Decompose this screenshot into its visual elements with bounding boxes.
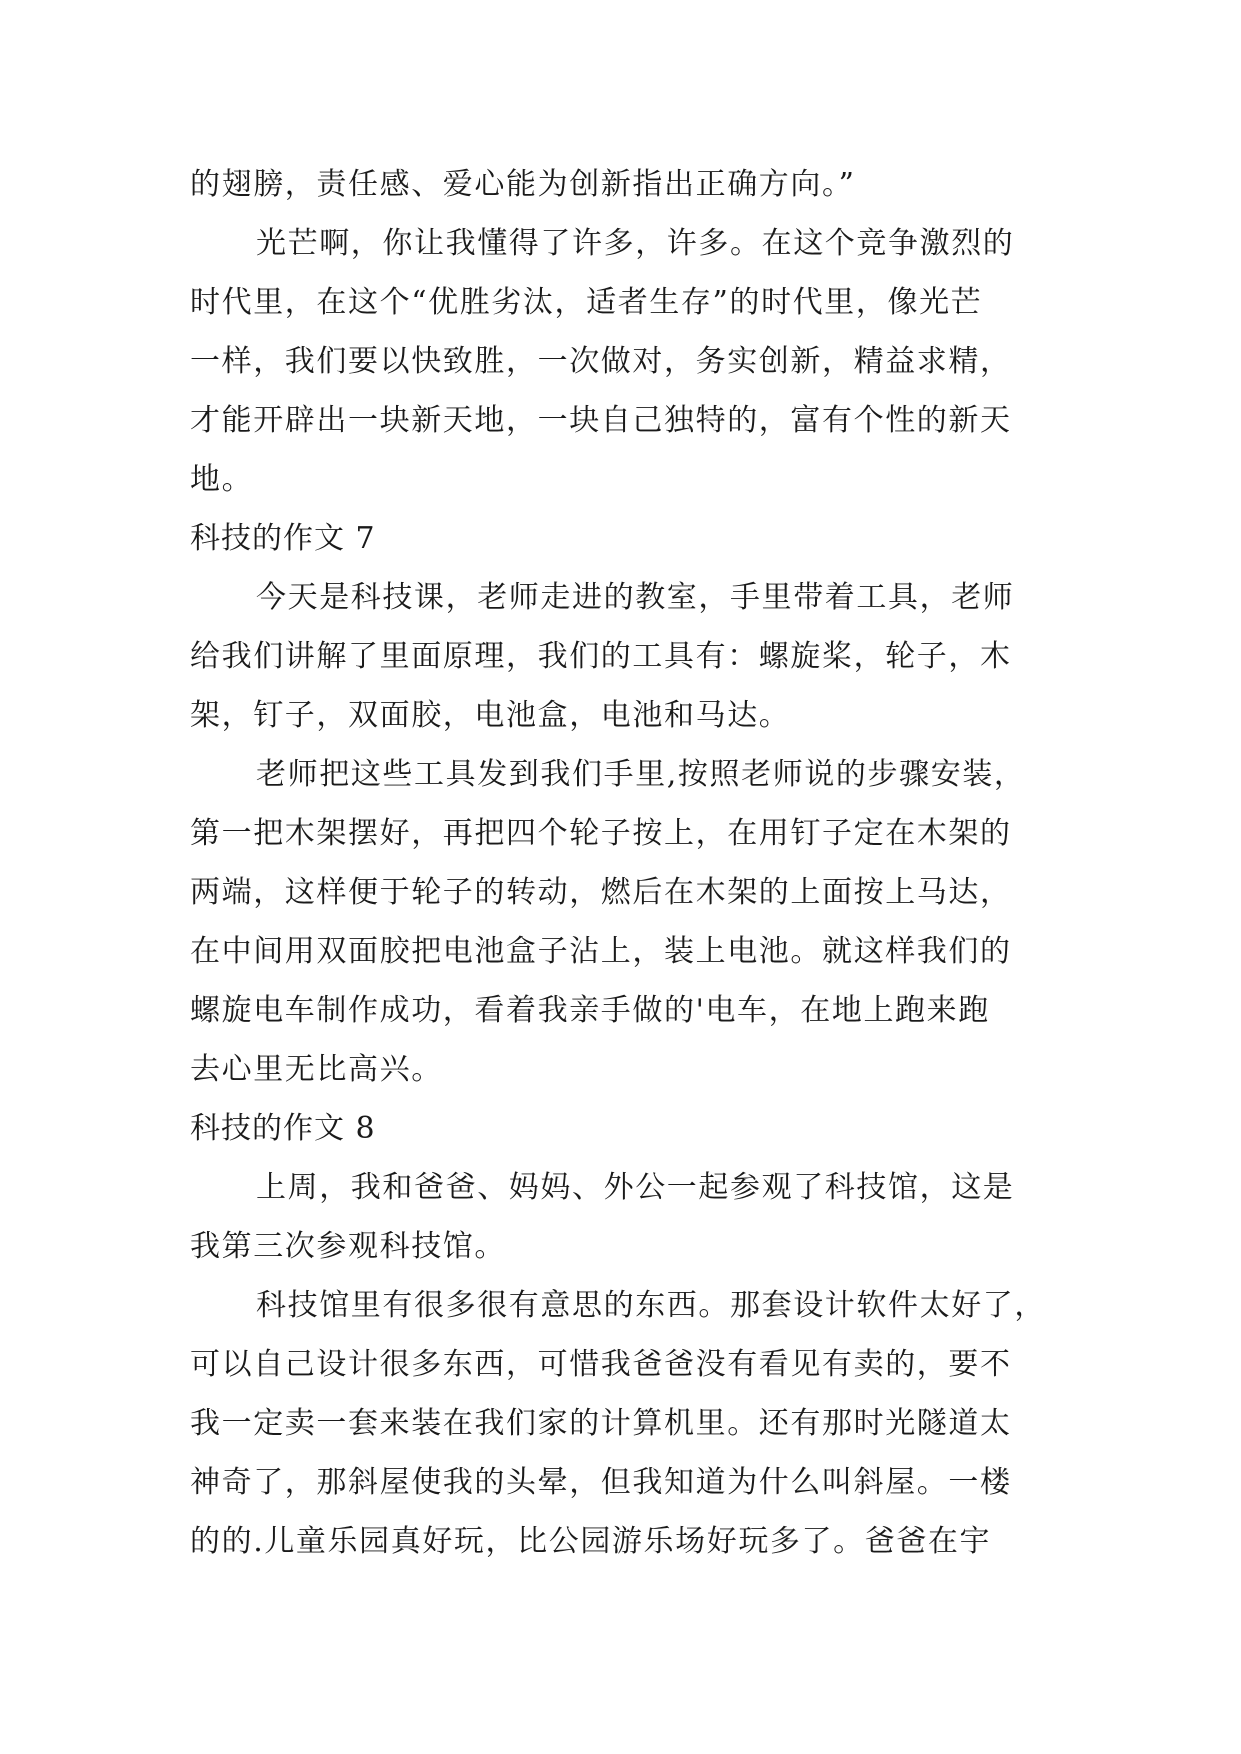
paragraph-start-line: 今天是科技课，老师走进的教室，手里带着工具，老师 <box>256 580 1015 615</box>
text-line: 我第三次参观科技馆。 <box>190 1229 506 1264</box>
text-line: 我一定卖一套来装在我们家的计算机里。还有那时光隧道太 <box>190 1406 1012 1441</box>
text-line: 螺旋电车制作成功，看着我亲手做的'电车，在地上跑来跑 <box>190 993 990 1028</box>
text-line: 地。 <box>190 462 254 497</box>
document-body <box>190 155 1052 1571</box>
section-heading: 科技的作文 8 <box>190 1111 376 1146</box>
text-line: 的翅膀，责任感、爱心能为创新指出正确方向。” <box>190 167 856 202</box>
text-line: 去心里无比高兴。 <box>190 1052 443 1087</box>
text-line: 一样，我们要以快致胜，一次做对，务实创新，精益求精， <box>190 344 1012 379</box>
text-line: 才能开辟出一块新天地，一块自己独特的，富有个性的新天 <box>190 403 1012 438</box>
paragraph-start-line: 科技馆里有很多很有意思的东西。那套设计软件太好了， <box>256 1288 1046 1323</box>
paragraph-start-line: 老师把这些工具发到我们手里,按照老师说的步骤安装， <box>256 757 1026 792</box>
text-line: 两端，这样便于轮子的转动，燃后在木架的上面按上马达， <box>190 875 1012 910</box>
paragraph-start-line: 上周，我和爸爸、妈妈、外公一起参观了科技馆，这是 <box>256 1170 1015 1205</box>
text-line: 神奇了，那斜屋使我的头晕，但我知道为什么叫斜屋。一楼 <box>190 1465 1012 1500</box>
text-line: 可以自己设计很多东西，可惜我爸爸没有看见有卖的，要不 <box>190 1347 1012 1382</box>
paragraph-start-line: 光芒啊，你让我懂得了许多，许多。在这个竞争激烈的 <box>256 226 1015 261</box>
text-line: 第一把木架摆好，再把四个轮子按上，在用钉子定在木架的 <box>190 816 1012 851</box>
text-line: 的的.儿童乐园真好玩，比公园游乐场好玩多了。爸爸在宇 <box>190 1524 992 1559</box>
section-heading: 科技的作文 7 <box>190 521 376 556</box>
text-line: 给我们讲解了里面原理，我们的工具有：螺旋桨，轮子，木 <box>190 639 1012 674</box>
text-line: 在中间用双面胶把电池盒子沾上，装上电池。就这样我们的 <box>190 934 1012 969</box>
text-line: 时代里，在这个“优胜劣汰，适者生存”的时代里，像光芒 <box>190 285 983 320</box>
text-line: 架，钉子，双面胶，电池盒，电池和马达。 <box>190 698 791 733</box>
